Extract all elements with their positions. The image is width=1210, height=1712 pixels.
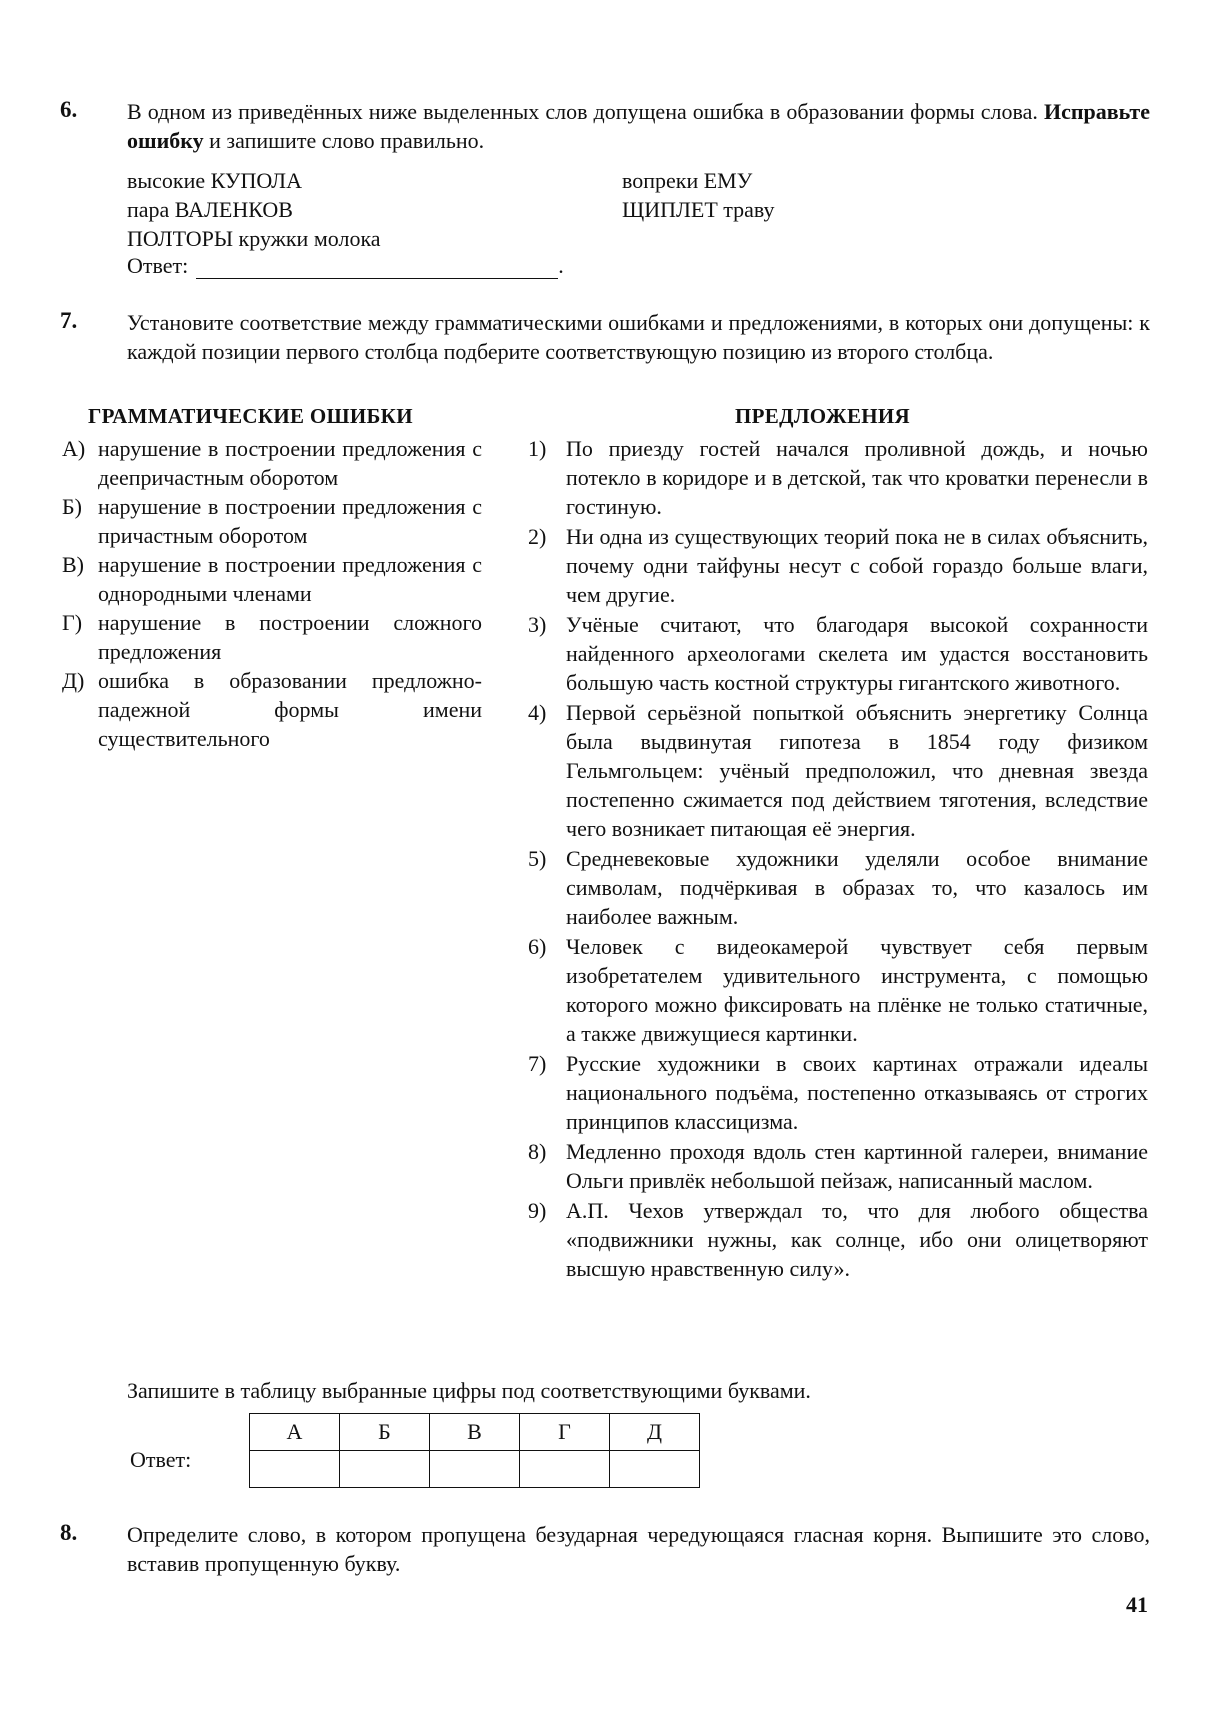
sentences-header: ПРЕДЛОЖЕНИЯ — [735, 404, 910, 428]
error-key: В) — [62, 552, 84, 577]
task-8 — [60, 1520, 1150, 1578]
sentence-key: 9) — [528, 1198, 547, 1223]
word-item: высокие КУПОЛА — [127, 168, 302, 193]
word-item: пара ВАЛЕНКОВ — [127, 197, 293, 222]
task-6-words-left — [127, 166, 577, 253]
sentence-item — [528, 434, 1148, 521]
sentence-text: Средневековые художники уделяли особое внимание символам, подчёркивая в образах то, что казалось им наиболее важным. — [566, 846, 1148, 929]
sentence-text: Первой серьёзной попыткой объяснить энергетику Солнца была выдвинутая гипотеза в 1854 году физиком Гельмгольцем: учёный предположил, что дневная звезда постепенно сжимается под действием тяготения, вследствие чего возникает питающая её энергия. — [566, 700, 1148, 841]
sentence-key: 7) — [528, 1051, 547, 1076]
task-8-text: Определите слово, в котором пропущена безударная чередующаяся гласная корня. Выпишите это слово, вставив пропущенную букву. — [127, 1522, 1150, 1576]
answer-period: . — [558, 253, 564, 278]
task-6-words-right — [622, 166, 922, 224]
task-6-text-part: и запишите слово правильно. — [203, 128, 485, 153]
sentence-item — [528, 698, 1148, 843]
sentence-key: 8) — [528, 1139, 547, 1164]
table-header-cell: А — [250, 1414, 340, 1451]
answer-cell-g[interactable] — [520, 1451, 610, 1488]
answer-label: Ответ: — [130, 1447, 192, 1472]
table-header-cell: Д — [610, 1414, 700, 1451]
task-6-bold-text: Исправьте ошибку — [127, 99, 1150, 153]
sentence-key: 4) — [528, 700, 547, 725]
word-item: ЩИПЛЕТ траву — [622, 197, 775, 222]
page-number: 41 — [1126, 1592, 1148, 1617]
task-6-text-part: В одном из приведённых ниже выделенных слов допущена ошибка в образовании формы слова. — [127, 99, 1044, 124]
sentence-text: Ни одна из существующих теорий пока не в силах объяснить, почему одни тайфуны несут с собой гораздо больше влаги, чем другие. — [566, 524, 1148, 607]
table-header-cell: В — [430, 1414, 520, 1451]
error-text: нарушение в построении предложения с однородными членами — [98, 552, 482, 606]
table-instruction: Запишите в таблицу выбранные цифры под соответствующими буквами. — [127, 1378, 811, 1403]
sentence-item — [528, 1049, 1148, 1136]
sentence-key: 2) — [528, 524, 547, 549]
task-6-number: 6. — [60, 97, 78, 122]
answer-table — [249, 1413, 700, 1488]
answer-cell-v[interactable] — [430, 1451, 520, 1488]
sentence-item — [528, 844, 1148, 931]
task-8-number: 8. — [60, 1520, 78, 1545]
sentence-item — [528, 522, 1148, 609]
task-7 — [60, 308, 1150, 366]
error-item — [62, 666, 482, 753]
sentence-key: 1) — [528, 436, 547, 461]
error-item — [62, 492, 482, 550]
sentences-list — [528, 434, 1148, 1284]
error-text: нарушение в построении сложного предложения — [98, 610, 482, 664]
answer-cell-d[interactable] — [610, 1451, 700, 1488]
error-item — [62, 434, 482, 492]
task-6-answer — [127, 253, 564, 279]
sentence-text: Человек с видеокамерой чувствует себя первым изобретателем удивительного инструмента, с помощью которого можно фиксировать на плёнке не только статичные, а также движущиеся картинки. — [566, 934, 1148, 1046]
sentence-item — [528, 932, 1148, 1048]
error-key: А) — [62, 436, 86, 461]
table-header-cell: Б — [340, 1414, 430, 1451]
sentence-text: А.П. Чехов утверждал то, что для любого общества «подвижники нужны, как солнце, ибо они олицетворяют высшую нравственную силу». — [566, 1198, 1148, 1281]
sentence-key: 3) — [528, 612, 547, 637]
error-key: Г) — [62, 610, 83, 635]
answer-cell-b[interactable] — [340, 1451, 430, 1488]
sentence-text: Русские художники в своих картинах отражали идеалы национального подъёма, постепенно отказываясь от строгих принципов классицизма. — [566, 1051, 1148, 1134]
error-item — [62, 550, 482, 608]
error-key: Б) — [62, 494, 82, 519]
error-text: ошибка в образовании предложно-падежной формы имени существительного — [98, 668, 482, 751]
task-7-number: 7. — [60, 308, 78, 333]
answer-cell-a[interactable] — [250, 1451, 340, 1488]
sentence-item — [528, 1137, 1148, 1195]
errors-list — [62, 434, 482, 753]
answer-table-input-row — [250, 1451, 700, 1488]
answer-field[interactable] — [196, 256, 558, 279]
error-text: нарушение в построении предложения с деепричастным оборотом — [98, 436, 482, 490]
error-text: нарушение в построении предложения с причастным оборотом — [98, 494, 482, 548]
table-header-cell: Г — [520, 1414, 610, 1451]
sentence-text: По приезду гостей начался проливной дождь, и ночью потекло в коридоре и в детской, так что кроватки перенесли в гостиную. — [566, 436, 1148, 519]
sentence-key: 5) — [528, 846, 547, 871]
sentence-item — [528, 1196, 1148, 1283]
error-item — [62, 608, 482, 666]
word-item: ПОЛТОРЫ кружки молока — [127, 226, 381, 251]
task-6 — [60, 97, 1150, 155]
answer-table-header-row — [250, 1414, 700, 1451]
error-key: Д) — [62, 668, 85, 693]
sentence-item — [528, 610, 1148, 697]
task-7-text: Установите соответствие между грамматическими ошибками и предложениями, в которых они допущены: к каждой позиции первого столбца подберите соответствующую позицию из второго столбца. — [127, 310, 1150, 364]
errors-header: ГРАММАТИЧЕСКИЕ ОШИБКИ — [88, 404, 413, 428]
sentence-text: Учёные считают, что благодаря высокой сохранности найденного археологами скелета им удастся восстановить большую часть костной структуры гигантского животного. — [566, 612, 1148, 695]
sentence-text: Медленно проходя вдоль стен картинной галереи, внимание Ольги привлёк небольшой пейзаж, написанный маслом. — [566, 1139, 1148, 1193]
sentence-key: 6) — [528, 934, 547, 959]
answer-label: Ответ: — [127, 253, 189, 278]
task-6-text — [127, 97, 1150, 155]
word-item: вопреки ЕМУ — [622, 168, 753, 193]
